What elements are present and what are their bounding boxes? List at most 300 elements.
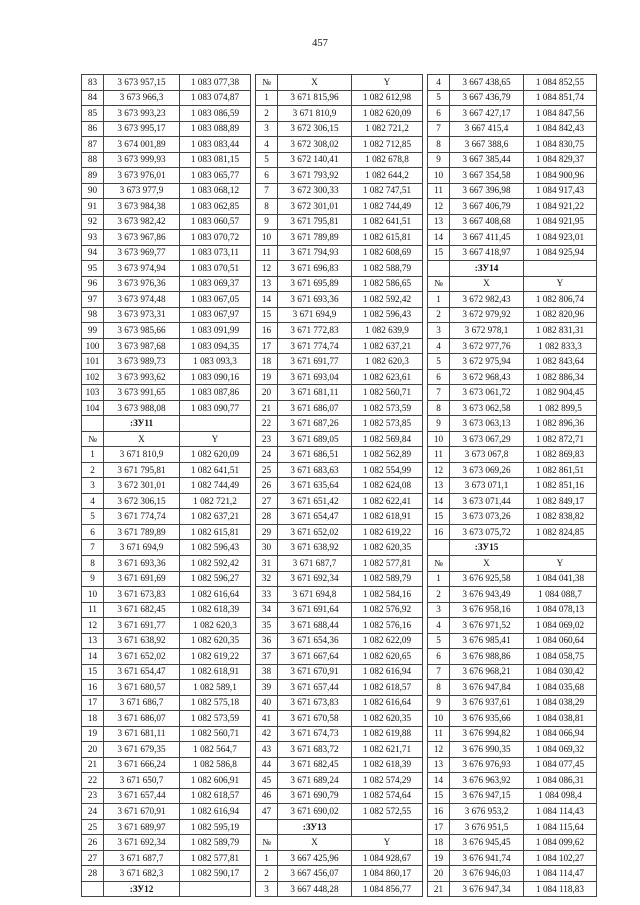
point-number-cell: 22 [256,416,278,432]
y-coordinate-cell: 1 083 087,86 [180,385,251,401]
table-row [428,788,597,804]
point-number-cell: 1 [428,571,450,587]
table-row [82,245,251,261]
header-cell: № [428,276,450,292]
y-coordinate-cell: 1 082 562,89 [352,447,423,463]
table-row [82,633,251,649]
point-number-cell: 47 [256,804,278,820]
point-number-cell: 97 [82,292,104,308]
y-coordinate-cell: 1 084 851,74 [524,90,597,106]
x-coordinate-cell: 3 673 075,72 [450,524,524,540]
x-coordinate-cell: 3 673 973,31 [104,307,180,323]
x-coordinate-cell: 3 672 968,43 [450,369,524,385]
table-row [428,850,597,866]
x-coordinate-cell: 3 676 971,52 [450,618,524,634]
y-coordinate-cell: 1 082 616,94 [180,804,251,820]
y-coordinate-cell: 1 082 637,21 [180,509,251,525]
x-coordinate-cell: 3 676 947,34 [450,881,524,897]
table-header-row [256,835,423,851]
table-row [428,431,597,447]
table-row [82,493,251,509]
table-row [428,602,597,618]
point-number-cell: 16 [82,680,104,696]
point-number-cell: 38 [256,664,278,680]
x-coordinate-cell: 3 672 979,92 [450,307,524,323]
table-row [428,323,597,339]
table-row [256,695,423,711]
table-header-row [82,431,251,447]
title-spacer-cell [428,261,450,277]
y-coordinate-cell: 1 084 038,29 [524,695,597,711]
table-row [428,478,597,494]
x-coordinate-cell: 3 671 670,91 [278,664,352,680]
x-coordinate-cell: 3 672 300,33 [278,183,352,199]
title-spacer-cell [180,416,251,432]
point-number-cell: 15 [428,509,450,525]
point-number-cell: 43 [256,742,278,758]
y-coordinate-cell: 1 083 060,57 [180,214,251,230]
table-row [82,338,251,354]
y-coordinate-cell: 1 082 896,36 [524,416,597,432]
parcel-title: :ЗУ13 [278,819,352,835]
point-number-cell: 4 [428,75,450,91]
table-row [256,540,423,556]
table-row [256,338,423,354]
y-coordinate-cell: 1 082 620,09 [180,447,251,463]
table-row [256,524,423,540]
y-coordinate-cell: 1 082 577,81 [352,555,423,571]
point-number-cell: 14 [428,230,450,246]
y-coordinate-cell: 1 082 899,5 [524,400,597,416]
x-coordinate-cell: 3 671 657,44 [104,788,180,804]
x-coordinate-cell: 3 671 772,83 [278,323,352,339]
header-cell: Y [352,75,423,91]
table-row [428,664,597,680]
point-number-cell: 7 [428,664,450,680]
table-row [82,121,251,137]
point-number-cell: 86 [82,121,104,137]
x-coordinate-cell: 3 671 689,97 [104,819,180,835]
point-number-cell: 16 [428,524,450,540]
x-coordinate-cell: 3 671 688,44 [278,618,352,634]
coordinates-table-2 [255,74,423,897]
x-coordinate-cell: 3 673 069,26 [450,462,524,478]
table-row [82,680,251,696]
x-coordinate-cell: 3 671 810,9 [278,106,352,122]
y-coordinate-cell: 1 082 624,08 [352,478,423,494]
x-coordinate-cell: 3 671 693,36 [278,292,352,308]
point-number-cell: 16 [256,323,278,339]
point-number-cell: 39 [256,680,278,696]
point-number-cell: 2 [82,462,104,478]
x-coordinate-cell: 3 667 406,79 [450,199,524,215]
x-coordinate-cell: 3 673 999,93 [104,152,180,168]
table-row [82,400,251,416]
y-coordinate-cell: 1 082 615,81 [352,230,423,246]
parcel-title: :ЗУ15 [450,540,524,556]
point-number-cell: 4 [82,493,104,509]
x-coordinate-cell: 3 671 694,8 [278,587,352,603]
y-coordinate-cell: 1 082 572,55 [352,804,423,820]
point-number-cell: 18 [82,711,104,727]
y-coordinate-cell: 1 082 820,96 [524,307,597,323]
table-row [82,819,251,835]
table-row [82,214,251,230]
x-coordinate-cell: 3 671 652,02 [278,524,352,540]
coordinates-column-2 [255,74,423,897]
x-coordinate-cell: 3 667 436,79 [450,90,524,106]
point-number-cell: 93 [82,230,104,246]
table-row [82,199,251,215]
table-row [82,618,251,634]
table-row [428,245,597,261]
table-row [428,106,597,122]
table-row [428,649,597,665]
x-coordinate-cell: 3 671 673,83 [104,587,180,603]
table-row [256,788,423,804]
y-coordinate-cell: 1 084 078,13 [524,602,597,618]
x-coordinate-cell: 3 676 990,35 [450,742,524,758]
table-row [256,385,423,401]
table-row [428,137,597,153]
y-coordinate-cell: 1 082 904,45 [524,385,597,401]
x-coordinate-cell: 3 673 067,29 [450,431,524,447]
y-coordinate-cell: 1 084 114,47 [524,866,597,882]
table-row [428,400,597,416]
header-cell: Y [524,555,597,571]
table-row [256,323,423,339]
table-row [82,555,251,571]
point-number-cell: 94 [82,245,104,261]
table-row [428,152,597,168]
y-coordinate-cell: 1 082 833,3 [524,338,597,354]
point-number-cell: 15 [256,307,278,323]
table-row [256,757,423,773]
header-cell: Y [524,276,597,292]
x-coordinate-cell: 3 676 947,84 [450,680,524,696]
x-coordinate-cell: 3 671 680,57 [104,680,180,696]
point-number-cell: 4 [428,618,450,634]
y-coordinate-cell: 1 082 592,42 [352,292,423,308]
table-row [256,183,423,199]
point-number-cell: 14 [428,493,450,509]
table-row [82,742,251,758]
x-coordinate-cell: 3 676 941,74 [450,850,524,866]
header-cell: № [82,431,104,447]
x-coordinate-cell: 3 671 652,02 [104,649,180,665]
table-row [82,649,251,665]
point-number-cell: 9 [82,571,104,587]
point-number-cell: 91 [82,199,104,215]
x-coordinate-cell: 3 671 686,07 [278,400,352,416]
y-coordinate-cell: 1 084 115,64 [524,819,597,835]
table-row [428,866,597,882]
y-coordinate-cell: 1 082 851,16 [524,478,597,494]
point-number-cell: 42 [256,726,278,742]
y-coordinate-cell: 1 082 872,71 [524,431,597,447]
y-coordinate-cell: 1 084 086,31 [524,773,597,789]
table-row [256,602,423,618]
table-row [256,230,423,246]
x-coordinate-cell: 3 676 943,49 [450,587,524,603]
x-coordinate-cell: 3 671 657,44 [278,680,352,696]
point-number-cell: 104 [82,400,104,416]
table-row [256,711,423,727]
table-row [428,90,597,106]
point-number-cell: 103 [82,385,104,401]
y-coordinate-cell: 1 082 620,35 [352,540,423,556]
point-number-cell: 84 [82,90,104,106]
y-coordinate-cell: 1 083 067,05 [180,292,251,308]
x-coordinate-cell: 3 673 969,77 [104,245,180,261]
header-cell: X [104,431,180,447]
y-coordinate-cell: 1 084 847,56 [524,106,597,122]
table-row [428,726,597,742]
table-row [428,75,597,91]
y-coordinate-cell: 1 082 886,34 [524,369,597,385]
table-header-row [428,276,597,292]
table-row [256,276,423,292]
y-coordinate-cell: 1 083 093,3 [180,354,251,370]
y-coordinate-cell: 1 084 102,27 [524,850,597,866]
table-row [256,106,423,122]
y-coordinate-cell: 1 082 554,99 [352,462,423,478]
table-row [256,168,423,184]
point-number-cell: 12 [428,462,450,478]
x-coordinate-cell: 3 676 976,93 [450,757,524,773]
point-number-cell: 87 [82,137,104,153]
x-coordinate-cell: 3 671 681,11 [278,385,352,401]
table-row [256,137,423,153]
y-coordinate-cell: 1 082 595,19 [180,819,251,835]
y-coordinate-cell: 1 082 612,98 [352,90,423,106]
point-number-cell: 8 [428,400,450,416]
point-number-cell: 5 [428,354,450,370]
table-row [256,400,423,416]
x-coordinate-cell: 3 671 683,72 [278,742,352,758]
point-number-cell: 13 [428,214,450,230]
y-coordinate-cell: 1 083 074,87 [180,90,251,106]
table-row [256,292,423,308]
x-coordinate-cell: 3 671 682,3 [104,866,180,882]
point-number-cell: 8 [256,199,278,215]
x-coordinate-cell: 3 671 686,51 [278,447,352,463]
header-cell: X [450,276,524,292]
table-row [82,307,251,323]
y-coordinate-cell: 1 082 620,3 [180,618,251,634]
x-coordinate-cell: 3 673 977,9 [104,183,180,199]
y-coordinate-cell: 1 082 584,16 [352,587,423,603]
y-coordinate-cell: 1 084 928,67 [352,850,423,866]
y-coordinate-cell: 1 082 869,83 [524,447,597,463]
header-cell: № [428,555,450,571]
table-row [82,292,251,308]
y-coordinate-cell: 1 084 066,94 [524,726,597,742]
y-coordinate-cell: 1 082 620,35 [352,711,423,727]
y-coordinate-cell: 1 082 721,2 [352,121,423,137]
point-number-cell: 7 [82,540,104,556]
x-coordinate-cell: 3 672 308,02 [278,137,352,153]
header-cell: X [278,835,352,851]
table-header-row [428,555,597,571]
header-cell: Y [180,431,251,447]
point-number-cell: 1 [82,447,104,463]
table-row [256,571,423,587]
y-coordinate-cell: 1 082 596,27 [180,571,251,587]
x-coordinate-cell: 3 671 694,9 [278,307,352,323]
x-coordinate-cell: 3 671 674,73 [278,726,352,742]
point-number-cell: 3 [428,602,450,618]
point-number-cell: 19 [256,369,278,385]
y-coordinate-cell: 1 082 721,2 [180,493,251,509]
point-number-cell: 95 [82,261,104,277]
table-row [82,385,251,401]
point-number-cell: 14 [256,292,278,308]
table-row [428,292,597,308]
y-coordinate-cell: 1 082 623,61 [352,369,423,385]
x-coordinate-cell: 3 671 695,89 [278,276,352,292]
x-coordinate-cell: 3 671 774,74 [104,509,180,525]
x-coordinate-cell: 3 667 456,07 [278,866,352,882]
point-number-cell: 15 [428,245,450,261]
table-row [428,416,597,432]
y-coordinate-cell: 1 082 620,3 [352,354,423,370]
y-coordinate-cell: 1 084 058,75 [524,649,597,665]
table-row [256,90,423,106]
x-coordinate-cell: 3 672 301,01 [278,199,352,215]
point-number-cell: 34 [256,602,278,618]
x-coordinate-cell: 3 671 687,7 [278,555,352,571]
title-spacer-cell [352,819,423,835]
x-coordinate-cell: 3 676 945,45 [450,835,524,851]
point-number-cell: 40 [256,695,278,711]
point-number-cell: 27 [82,850,104,866]
point-number-cell: 10 [428,711,450,727]
table-row [428,742,597,758]
x-coordinate-cell: 3 671 691,77 [104,618,180,634]
x-coordinate-cell: 3 667 448,28 [278,881,352,897]
x-coordinate-cell: 3 673 967,86 [104,230,180,246]
table-row [256,121,423,137]
point-number-cell: 1 [256,90,278,106]
table-row [428,633,597,649]
y-coordinate-cell: 1 082 619,22 [352,524,423,540]
x-coordinate-cell: 3 676 958,16 [450,602,524,618]
point-number-cell: 10 [428,431,450,447]
table-row [256,369,423,385]
point-number-cell: 88 [82,152,104,168]
parcel-title-row [428,540,597,556]
x-coordinate-cell: 3 671 687,7 [104,850,180,866]
point-number-cell: 8 [428,137,450,153]
x-coordinate-cell: 3 667 388,6 [450,137,524,153]
x-coordinate-cell: 3 673 987,68 [104,338,180,354]
table-row [82,478,251,494]
point-number-cell: 89 [82,168,104,184]
table-row [82,711,251,727]
table-row [428,711,597,727]
y-coordinate-cell: 1 082 575,18 [180,695,251,711]
x-coordinate-cell: 3 671 682,45 [278,757,352,773]
point-number-cell: 6 [428,649,450,665]
table-row [256,416,423,432]
point-number-cell: 33 [256,587,278,603]
point-number-cell: 26 [82,835,104,851]
table-row [428,587,597,603]
x-coordinate-cell: 3 671 691,69 [104,571,180,587]
x-coordinate-cell: 3 671 810,9 [104,447,180,463]
y-coordinate-cell: 1 082 618,57 [352,680,423,696]
x-coordinate-cell: 3 667 408,68 [450,214,524,230]
point-number-cell: 20 [82,742,104,758]
y-coordinate-cell: 1 082 747,51 [352,183,423,199]
table-row [428,618,597,634]
point-number-cell: 41 [256,711,278,727]
y-coordinate-cell: 1 083 094,35 [180,338,251,354]
table-row [428,230,597,246]
point-number-cell: 37 [256,649,278,665]
table-row [82,804,251,820]
table-row [82,726,251,742]
y-coordinate-cell: 1 082 586,65 [352,276,423,292]
point-number-cell: 6 [82,524,104,540]
table-row [256,618,423,634]
point-number-cell: 13 [82,633,104,649]
x-coordinate-cell: 3 671 689,24 [278,773,352,789]
point-number-cell: 28 [256,509,278,525]
y-coordinate-cell: 1 084 098,4 [524,788,597,804]
x-coordinate-cell: 3 671 670,58 [278,711,352,727]
y-coordinate-cell: 1 082 861,51 [524,462,597,478]
point-number-cell: 8 [82,555,104,571]
table-row [82,695,251,711]
x-coordinate-cell: 3 671 789,89 [278,230,352,246]
x-coordinate-cell: 3 671 654,47 [278,509,352,525]
x-coordinate-cell: 3 667 411,45 [450,230,524,246]
y-coordinate-cell: 1 084 860,17 [352,866,423,882]
y-coordinate-cell: 1 082 744,49 [180,478,251,494]
x-coordinate-cell: 3 671 692,34 [104,835,180,851]
point-number-cell: 8 [428,680,450,696]
point-number-cell: 9 [428,152,450,168]
x-coordinate-cell: 3 671 696,83 [278,261,352,277]
header-cell: Y [352,835,423,851]
parcel-title-row [428,261,597,277]
y-coordinate-cell: 1 082 589,1 [180,680,251,696]
table-row [256,587,423,603]
x-coordinate-cell: 3 671 683,63 [278,462,352,478]
table-row [256,850,423,866]
y-coordinate-cell: 1 083 073,11 [180,245,251,261]
x-coordinate-cell: 3 671 774,74 [278,338,352,354]
header-cell: № [256,75,278,91]
coordinates-table-3 [427,74,597,897]
table-row [82,773,251,789]
table-row [82,524,251,540]
x-coordinate-cell: 3 671 666,24 [104,757,180,773]
table-row [256,881,423,897]
point-number-cell: 11 [428,447,450,463]
parcel-title-row [82,416,251,432]
point-number-cell: 100 [82,338,104,354]
x-coordinate-cell: 3 671 794,93 [278,245,352,261]
table-row [256,478,423,494]
point-number-cell: 17 [428,819,450,835]
x-coordinate-cell: 3 673 062,58 [450,400,524,416]
x-coordinate-cell: 3 671 667,64 [278,649,352,665]
x-coordinate-cell: 3 671 654,47 [104,664,180,680]
table-row [428,819,597,835]
